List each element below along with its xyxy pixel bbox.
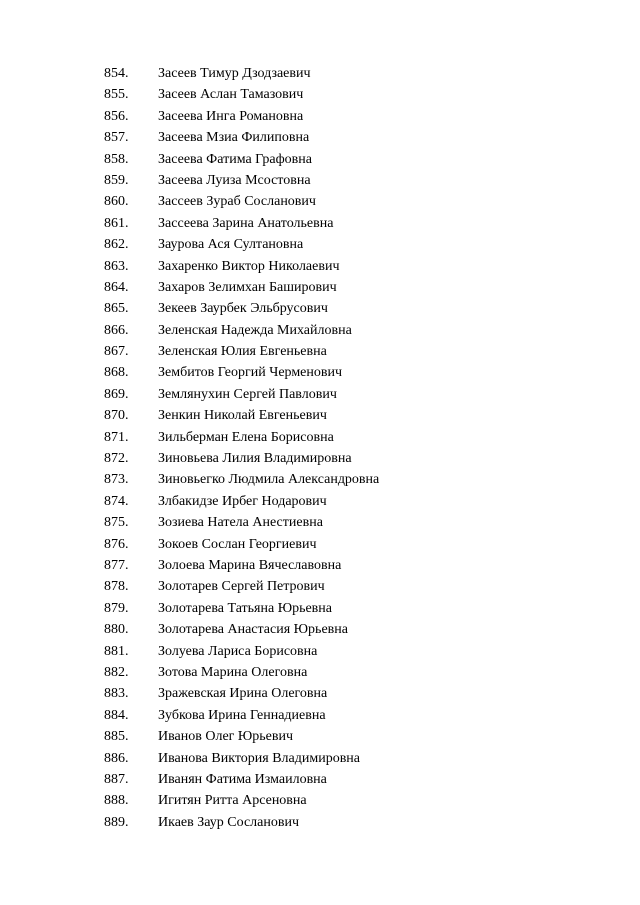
entry-name: Золотарев Сергей Петрович <box>158 579 325 595</box>
list-item <box>104 84 379 105</box>
entry-name: Засеева Инга Романовна <box>158 108 304 124</box>
entry-number: 871. <box>104 429 129 445</box>
entry-number: 862. <box>104 237 129 253</box>
entry-number: 872. <box>104 451 129 467</box>
entry-name: Зокоев Сослан Георгиевич <box>158 536 317 552</box>
entry-name: Злбакидзе Ирбег Нодарович <box>158 493 327 509</box>
entry-number: 859. <box>104 172 129 188</box>
entry-name: Захаренко Виктор Николаевич <box>158 258 340 274</box>
entry-name: Зеленская Юлия Евгеньевна <box>158 344 327 360</box>
entry-name: Зембитов Георгий Черменович <box>158 365 343 381</box>
entry-name: Зассеева Зарина Анатольевна <box>158 215 334 231</box>
list-item <box>104 341 379 362</box>
list-item <box>104 191 379 212</box>
list-item <box>104 748 379 769</box>
list-item <box>104 298 379 319</box>
list-item <box>104 448 379 469</box>
list-item <box>104 234 379 255</box>
name-list <box>104 63 379 833</box>
entry-number: 881. <box>104 643 129 659</box>
entry-number: 884. <box>104 707 129 723</box>
list-item <box>104 320 379 341</box>
list-item <box>104 726 379 747</box>
list-item <box>104 662 379 683</box>
entry-name: Золуева Лариса Борисовна <box>158 643 318 659</box>
list-item <box>104 149 379 170</box>
entry-name: Зотова Марина Олеговна <box>158 664 308 680</box>
entry-name: Засеев Аслан Тамазович <box>158 87 304 103</box>
entry-name: Золотарева Анастасия Юрьевна <box>158 622 348 638</box>
list-item <box>104 427 379 448</box>
entry-name: Игитян Ритта Арсеновна <box>158 793 307 809</box>
list-item <box>104 63 379 84</box>
entry-number: 864. <box>104 279 129 295</box>
list-item <box>104 769 379 790</box>
entry-number: 869. <box>104 386 129 402</box>
entry-number: 873. <box>104 472 129 488</box>
entry-number: 875. <box>104 515 129 531</box>
entry-name: Зенкин Николай Евгеньевич <box>158 408 327 424</box>
entry-number: 880. <box>104 622 129 638</box>
entry-number: 876. <box>104 536 129 552</box>
list-item <box>104 812 379 833</box>
list-item <box>104 405 379 426</box>
list-item <box>104 705 379 726</box>
entry-number: 868. <box>104 365 129 381</box>
list-item <box>104 555 379 576</box>
list-item <box>104 534 379 555</box>
entry-name: Засеева Мзиа Филиповна <box>158 130 310 146</box>
entry-number: 867. <box>104 344 129 360</box>
entry-name: Зражевская Ирина Олеговна <box>158 686 328 702</box>
entry-number: 886. <box>104 750 129 766</box>
entry-name: Зеленская Надежда Михайловна <box>158 322 352 338</box>
entry-name: Зозиева Натела Анестиевна <box>158 515 323 531</box>
list-item <box>104 598 379 619</box>
entry-name: Зиновьева Лилия Владимировна <box>158 451 352 467</box>
entry-number: 887. <box>104 771 129 787</box>
list-item <box>104 619 379 640</box>
entry-number: 860. <box>104 194 129 210</box>
list-item <box>104 790 379 811</box>
entry-name: Землянухин Сергей Павлович <box>158 386 337 402</box>
entry-number: 878. <box>104 579 129 595</box>
entry-name: Зассеев Зураб Сосланович <box>158 194 316 210</box>
entry-name: Захаров Зелимхан Баширович <box>158 279 337 295</box>
entry-name: Иванова Виктория Владимировна <box>158 750 361 766</box>
entry-number: 888. <box>104 793 129 809</box>
entry-number: 877. <box>104 557 129 573</box>
entry-name: Зильберман Елена Борисовна <box>158 429 334 445</box>
list-item <box>104 256 379 277</box>
entry-number: 879. <box>104 600 129 616</box>
list-item <box>104 170 379 191</box>
list-item <box>104 469 379 490</box>
entry-number: 889. <box>104 814 129 830</box>
entry-name: Икаев Заур Сосланович <box>158 814 299 830</box>
entry-number: 885. <box>104 729 129 745</box>
entry-name: Иванов Олег Юрьевич <box>158 729 294 745</box>
entry-number: 858. <box>104 151 129 167</box>
entry-name: Золотарева Татьяна Юрьевна <box>158 600 332 616</box>
entry-name: Заурова Ася Султановна <box>158 237 304 253</box>
list-item <box>104 277 379 298</box>
entry-number: 856. <box>104 108 129 124</box>
entry-number: 874. <box>104 493 129 509</box>
entry-name: Засеева Фатима Графовна <box>158 151 312 167</box>
entry-number: 855. <box>104 87 129 103</box>
entry-number: 866. <box>104 322 129 338</box>
entry-name: Зиновьегко Людмила Александровна <box>158 472 380 488</box>
entry-number: 882. <box>104 664 129 680</box>
list-item <box>104 106 379 127</box>
entry-number: 857. <box>104 130 129 146</box>
list-item <box>104 384 379 405</box>
list-item <box>104 127 379 148</box>
list-item <box>104 491 379 512</box>
entry-number: 865. <box>104 301 129 317</box>
entry-number: 854. <box>104 66 129 81</box>
entry-number: 883. <box>104 686 129 702</box>
entry-number: 870. <box>104 408 129 424</box>
list-item <box>104 362 379 383</box>
entry-name: Засеева Луиза Мсостовна <box>158 172 311 188</box>
entry-number: 863. <box>104 258 129 274</box>
entry-name: Засеев Тимур Дзодзаевич <box>158 66 311 81</box>
entry-name: Зубкова Ирина Геннадиевна <box>158 707 326 723</box>
entry-name: Зекеев Заурбек Эльбрусович <box>158 301 328 317</box>
list-item <box>104 641 379 662</box>
entry-name: Иванян Фатима Измаиловна <box>158 771 327 787</box>
list-item <box>104 683 379 704</box>
list-item <box>104 213 379 234</box>
list-item <box>104 576 379 597</box>
entry-number: 861. <box>104 215 129 231</box>
entry-name: Золоева Марина Вячеславовна <box>158 557 342 573</box>
list-item <box>104 512 379 533</box>
